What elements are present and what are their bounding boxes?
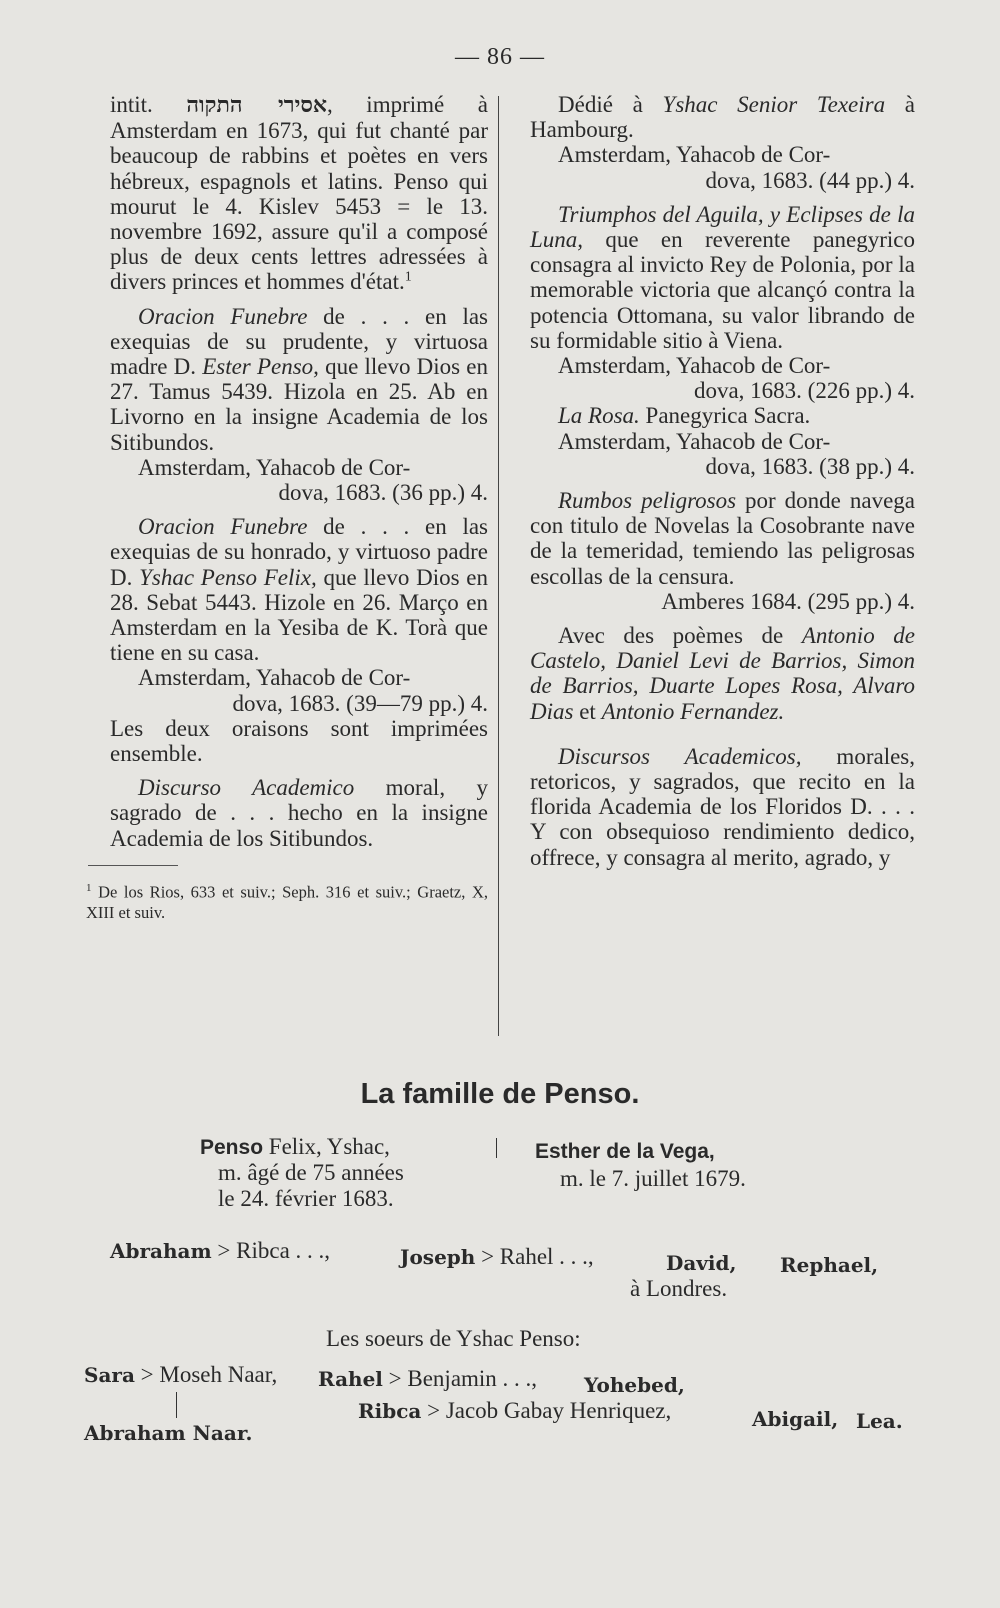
paragraph-intro: intit. אסירי התקוה, imprimé à Amsterdam en 1673, qui fut chanté par beaucoup de rabbins et poètes en vers hébreux, espagnols et latins. Penso qui mourut le 4. Kislev 5453 = le 13. novembre 1692, assure qu'il a composé plus de deux cents lettres adressées à divers princes et hommes d'état.$^1$ (110, 92, 489, 295)
footnote-rule (88, 865, 178, 866)
imprint: Amsterdam, Yahacob de Cor- dova, 1683. (39—79 pp.) 4. (138, 665, 488, 716)
work-title: La Rosa. (558, 403, 640, 429)
mother-death: m. le 7. juillet 1679. (560, 1166, 746, 1191)
father-death: m. âgé de 75 années (218, 1160, 404, 1185)
work-title: Rumbos peligrosos (558, 488, 737, 514)
sara-child: Abraham Naar. (84, 1421, 253, 1445)
child-david-note: à Londres. (630, 1276, 728, 1301)
child-joseph: Joseph > Rahel . . ., (400, 1244, 594, 1269)
marriage-line (496, 1138, 497, 1158)
surname: Penso (200, 1136, 264, 1159)
hebrew-title: אסירי התקוה (186, 92, 327, 118)
entry-discursos-academicos: Discursos Academicos, morales, retoricos, y sagrados, que recito en la florida Academia de los Floridos D. . . . Y con obsequioso rendimiento dedico, offrece, y consagra al merito, agrado, y (530, 743, 915, 870)
person-name: Antonio Fernandez. (601, 698, 785, 724)
right-column (530, 92, 915, 870)
work-title: Discurso Academico (138, 775, 355, 801)
work-title: Oracion Funebre (138, 303, 308, 329)
father-death-date: le 24. février 1683. (218, 1186, 394, 1211)
imprint: Amsterdam, Yahacob de Cor- dova, 1683. (226 pp.) 4. (558, 353, 915, 404)
sister-sara: Sara > Moseh Naar, (84, 1362, 278, 1387)
footnote: $^1$ De los Rios, 633 et suiv.; Seph. 316 et suiv.; Graetz, X, XIII et suiv. (86, 881, 488, 923)
child-david: David, (666, 1251, 737, 1275)
child-abraham: Abraham > Ribca . . ., (110, 1238, 331, 1263)
page-number: — 86 — (455, 44, 545, 70)
entry-rumbos-peligrosos: Rumbos peligrosos por donde navega con titulo de Novelas la Cosobrante nave de la temeridad, temiendo las peligrosas escollas de la censura. (530, 488, 915, 589)
left-column (86, 92, 489, 923)
imprint: Amberes 1684. (295 pp.) 4. (661, 588, 915, 614)
person-names: Antonio de Castelo, Daniel Levi de Barrios, Simon de Barrios, Duarte Lopes Rosa, Alvaro Dias (530, 623, 915, 724)
entry-oracion-funebre-padre: Oracion Funebre de . . . en las exequias de su honrado, y virtuoso padre D. Yshac Penso Felix, que llevo Dios en 28. Sebat 5443. Hizole en 26. Março en Amsterdam en la Yesiba de K. Torà que tiene en su casa. (110, 514, 488, 666)
father-entry: Penso Felix, Yshac, (200, 1134, 390, 1159)
sister-rahel: Rahel > Benjamin . . ., (318, 1366, 538, 1391)
footnote-mark: 1 (86, 881, 92, 894)
work-title: Oracion Funebre (138, 514, 308, 540)
dedication: Dédié à Yshac Senior Texeira à Hambourg. (530, 92, 915, 143)
sister-abigail: Abigail, (752, 1407, 839, 1431)
footnote-reference: 1 (404, 269, 412, 285)
work-title: Discursos Academicos, (558, 743, 802, 769)
column-divider (498, 96, 499, 1036)
imprint: Amsterdam, Yahacob de Cor- dova, 1683. (38 pp.) 4. (558, 428, 915, 479)
poems-note: Avec des poèmes de Antonio de Castelo, Daniel Levi de Barrios, Simon de Barrios, Duarte Lopes Rosa, Alvaro Dias et Antonio Fernandez. (530, 623, 915, 724)
sisters-heading: Les soeurs de Yshac Penso: (326, 1326, 581, 1351)
entry-triumphos: Triumphos del Aguila, y Eclipses de la Luna, que en reverente panegyrico consagra al invicto Rey de Polonia, por la memorable victoria que alcançó contra la potencia Ottomana, su valor librando de su formidable sitio à Viena. (530, 201, 915, 353)
descent-line (176, 1392, 177, 1418)
mother-name: Esther de la Vega, (535, 1140, 715, 1163)
child-rephael: Rephael, (780, 1253, 879, 1277)
mother-entry (535, 1138, 715, 1165)
sister-lea: Lea. (856, 1409, 903, 1433)
entry-oracion-funebre-madre: Oracion Funebre de . . . en las exequias de su prudente, y virtuosa madre D. Ester Penso, que llevo Dios en 27. Tamus 5439. Hizola en 25. Ab en Livorno en la insigne Academia de los Sitibundos. (110, 303, 489, 455)
imprint: Amsterdam, Yahacob de Cor- dova, 1683. (36 pp.) 4. (138, 454, 488, 506)
person-name: Yshac Penso Felix, (139, 564, 317, 590)
sister-ribca: Ribca > Jacob Gabay Henriquez, (358, 1398, 672, 1423)
note: Les deux oraisons sont imprimées ensemble. (110, 715, 488, 767)
genealogy-title: La famille de Penso. (360, 1078, 640, 1110)
imprint: Amsterdam, Yahacob de Cor- dova, 1683. (44 pp.) 4. (558, 142, 915, 193)
person-name: Yshac Senior Texeira (662, 92, 886, 117)
entry-la-rosa: La Rosa. Panegyrica Sacra. (558, 403, 811, 429)
entry-discurso-academico: Discurso Academico moral, y sagrado de . . . hecho en la insigne Academia de los Sitibundos. (110, 775, 488, 851)
person-name: Ester Penso, (202, 354, 319, 380)
sister-yohebed: Yohebed, (584, 1373, 685, 1397)
work-title: Triumphos del Aguila, y Eclipses de la Luna, (530, 201, 915, 253)
